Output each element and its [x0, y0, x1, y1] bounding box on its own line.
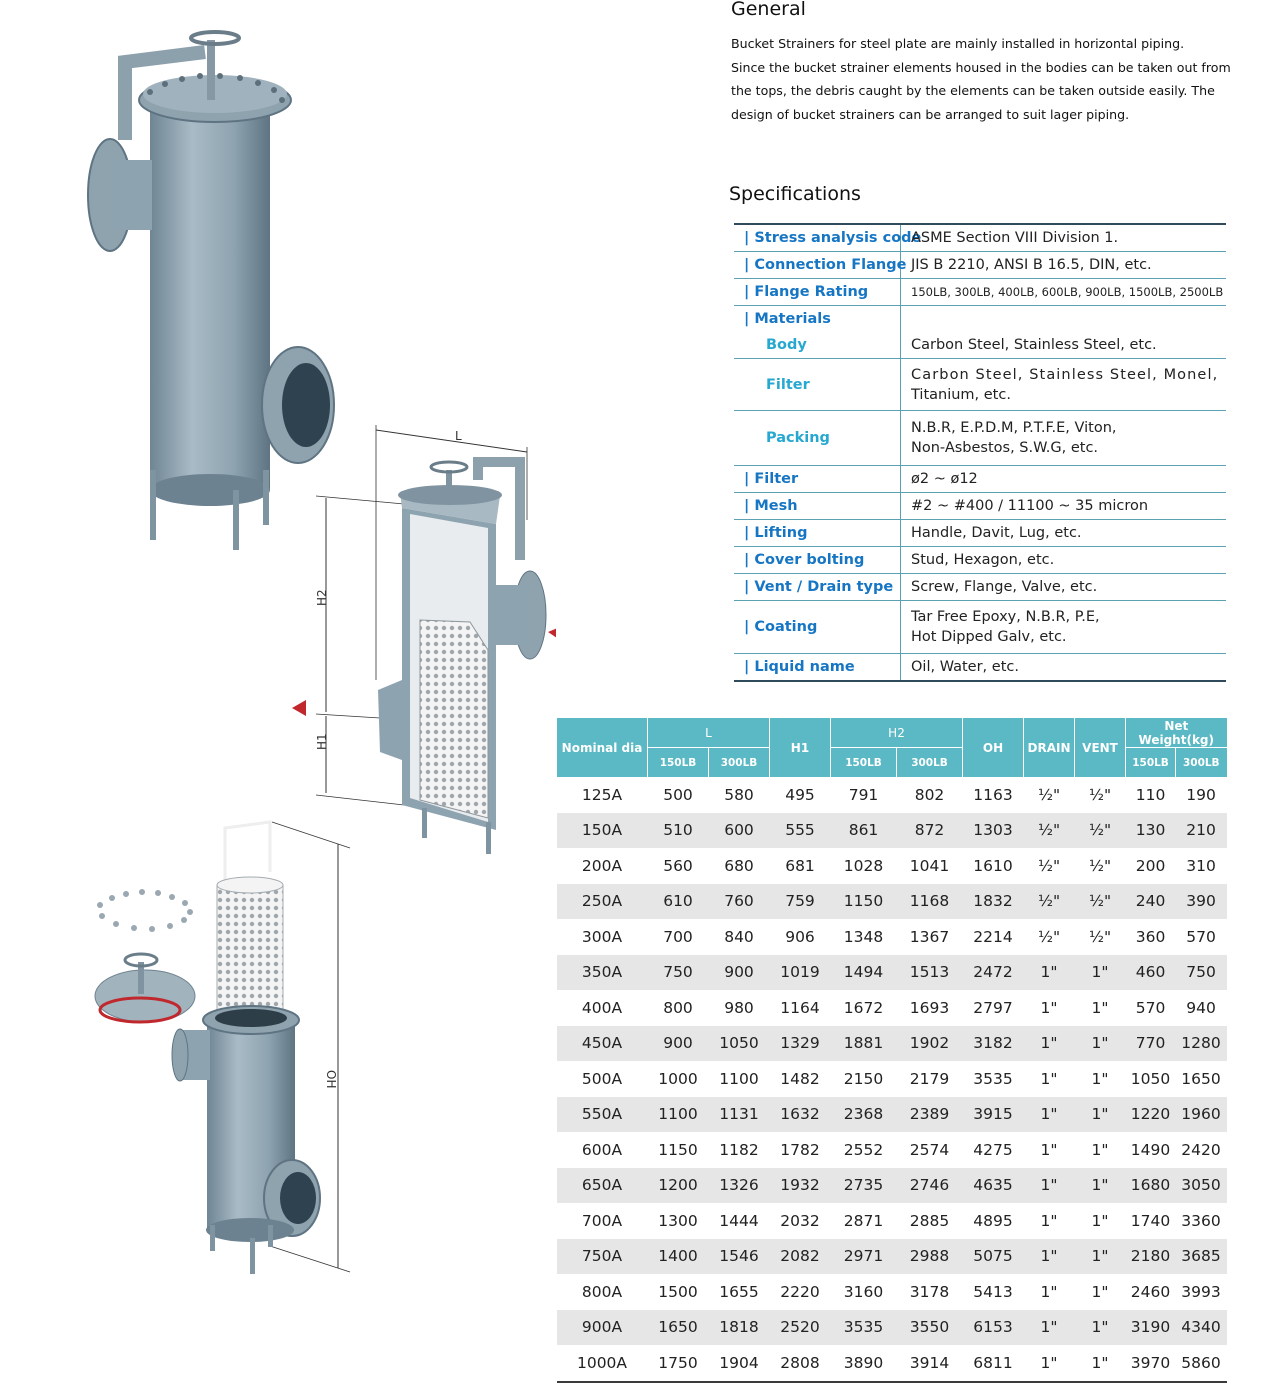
table-cell: 3535: [973, 1069, 1013, 1088]
table-cell: 1150: [658, 1140, 698, 1159]
table-cell: 1131: [709, 1097, 770, 1133]
table-cell: 2220: [780, 1282, 820, 1301]
table-cell: 1": [1075, 1168, 1126, 1204]
spec-key: | Mesh: [734, 493, 901, 519]
strainer-exploded-view: [95, 822, 350, 1274]
table-cell: 1": [1024, 955, 1075, 991]
spec-value: Stud, Hexagon, etc.: [911, 552, 1055, 568]
spec-row: [734, 279, 1226, 306]
table-cell: 1028: [843, 856, 884, 875]
table-cell: 1": [1075, 1239, 1126, 1275]
table-cell: 980: [724, 998, 754, 1017]
table-cell: 2179: [909, 1069, 950, 1088]
table-cell: 906: [785, 927, 815, 946]
table-cell: 1000: [658, 1069, 698, 1088]
table-cell: 1": [1091, 998, 1109, 1017]
table-cell: 500: [663, 785, 693, 804]
table-cell: 2368: [831, 1097, 897, 1133]
table-cell: 1": [1091, 1282, 1109, 1301]
header-OH: OH: [963, 718, 1024, 777]
table-cell: 4895: [973, 1211, 1013, 1230]
table-cell: 1610: [973, 856, 1013, 875]
table-row: [557, 1097, 1227, 1133]
table-cell: ½": [1088, 856, 1112, 875]
table-cell: 1881: [831, 1026, 897, 1062]
table-cell: 2552: [843, 1140, 884, 1159]
table-cell: 1041: [909, 856, 950, 875]
table-cell: 1444: [719, 1211, 759, 1230]
table-row: [557, 1132, 1227, 1168]
table-cell: 700A: [581, 1211, 623, 1230]
table-row: [557, 1239, 1227, 1275]
spec-key: Body: [734, 332, 901, 358]
table-cell: 1164: [780, 998, 820, 1017]
general-line: Since the bucket strainer elements housed in the bodies can be taken out from: [731, 59, 1231, 75]
spec-row: [734, 574, 1226, 601]
table-cell: 2460: [1130, 1282, 1171, 1301]
table-cell: 2082: [770, 1239, 831, 1275]
table-cell: 760: [709, 884, 770, 920]
header-net-weight: Net Weight(kg): [1126, 718, 1227, 748]
strainer-illustrations: [0, 0, 556, 1387]
table-cell: 650A: [557, 1168, 648, 1204]
table-cell: 570: [1186, 927, 1216, 946]
table-cell: 1": [1040, 1211, 1058, 1230]
table-cell: 1650: [648, 1310, 709, 1346]
table-cell: 1": [1075, 1345, 1126, 1382]
specifications-table: [734, 223, 1226, 682]
table-row: [557, 1310, 1227, 1346]
header-H2: H2: [831, 718, 963, 748]
table-cell: 1019: [770, 955, 831, 991]
table-cell: 770: [1126, 1026, 1176, 1062]
table-cell: 1680: [1126, 1168, 1176, 1204]
table-cell: 1782: [780, 1140, 820, 1159]
table-cell: 1960: [1176, 1097, 1227, 1133]
table-cell: 3178: [909, 1282, 950, 1301]
table-cell: 1482: [780, 1069, 820, 1088]
header-weight-300lb: 300LB: [1176, 748, 1227, 778]
header-L-300lb: 300LB: [709, 748, 770, 778]
spec-value-line: Non-Asbestos, S.W.G, etc.: [911, 440, 1099, 456]
table-cell: 1182: [719, 1140, 759, 1159]
spec-row: [734, 332, 1226, 359]
table-cell: 4635: [963, 1168, 1024, 1204]
table-cell: 610: [648, 884, 709, 920]
table-cell: 1818: [709, 1310, 770, 1346]
table-cell: 1546: [709, 1239, 770, 1275]
table-cell: 750: [648, 955, 709, 991]
table-cell: 3685: [1176, 1239, 1227, 1275]
table-cell: 1902: [897, 1026, 963, 1062]
table-row: [557, 955, 1227, 991]
table-cell: 1494: [831, 955, 897, 991]
table-cell: 210: [1176, 813, 1227, 849]
spec-value-line: N.B.R, E.P.D.M, P.T.F.E, Viton,: [911, 420, 1117, 436]
spec-value: [901, 306, 1226, 332]
table-cell: 2885: [909, 1211, 950, 1230]
table-cell: 2420: [1181, 1140, 1221, 1159]
dimensions-table: [556, 718, 1227, 1383]
table-cell: 2797: [973, 998, 1013, 1017]
spec-value: Screw, Flange, Valve, etc.: [911, 579, 1098, 595]
table-cell: 1200: [648, 1168, 709, 1204]
table-cell: 390: [1176, 884, 1227, 920]
table-cell: 1904: [709, 1345, 770, 1382]
table-cell: 2574: [909, 1140, 950, 1159]
table-cell: 6153: [963, 1310, 1024, 1346]
table-cell: 1050: [1130, 1069, 1171, 1088]
spec-key: | Lifting: [734, 520, 901, 546]
table-cell: 1": [1075, 1026, 1126, 1062]
general-title: General: [731, 0, 806, 20]
table-cell: 1100: [719, 1069, 759, 1088]
table-cell: 840: [724, 927, 754, 946]
spec-value: [901, 601, 1226, 653]
table-cell: 900: [709, 955, 770, 991]
table-cell: 190: [1186, 785, 1216, 804]
table-cell: 1": [1024, 1026, 1075, 1062]
table-cell: 1672: [843, 998, 884, 1017]
table-cell: 500A: [581, 1069, 623, 1088]
table-cell: 2389: [897, 1097, 963, 1133]
header-L-150lb: 150LB: [648, 748, 709, 778]
table-cell: 1750: [648, 1345, 709, 1382]
spec-row: [734, 654, 1226, 680]
header-drain: DRAIN: [1024, 718, 1075, 777]
table-cell: 802: [914, 785, 945, 804]
table-cell: 940: [1186, 998, 1216, 1017]
table-cell: 6811: [963, 1345, 1024, 1382]
spec-key: | Stress analysis code: [734, 225, 901, 251]
table-cell: 1": [1075, 955, 1126, 991]
table-cell: 1348: [843, 927, 884, 946]
table-cell: 3915: [963, 1097, 1024, 1133]
spec-key: | Coating: [734, 601, 901, 653]
spec-key: | Filter: [734, 466, 901, 492]
spec-row: [734, 493, 1226, 520]
table-row: [557, 777, 1227, 813]
table-cell: 200: [1135, 856, 1166, 875]
spec-key: | Connection Flange: [734, 252, 901, 278]
table-cell: 495: [785, 785, 815, 804]
table-cell: 680: [724, 856, 754, 875]
table-cell: 570: [1135, 998, 1166, 1017]
table-cell: 200A: [581, 856, 623, 875]
table-cell: 1632: [770, 1097, 831, 1133]
table-cell: 1650: [1181, 1069, 1221, 1088]
table-cell: 2214: [973, 927, 1013, 946]
table-cell: 3993: [1181, 1282, 1221, 1301]
spec-key: | Liquid name: [734, 654, 901, 680]
table-cell: ½": [1037, 785, 1061, 804]
spec-value: [901, 359, 1226, 410]
table-cell: 700: [663, 927, 693, 946]
dimensions-table-body: [557, 777, 1227, 1382]
spec-row: [734, 520, 1226, 547]
table-cell: 1220: [1126, 1097, 1176, 1133]
table-cell: 1280: [1176, 1026, 1227, 1062]
general-line: Bucket Strainers for steel plate are mainly installed in horizontal piping.: [731, 36, 1185, 51]
table-cell: 2150: [843, 1069, 884, 1088]
table-cell: 900: [648, 1026, 709, 1062]
table-cell: 1": [1024, 1239, 1075, 1275]
table-cell: 759: [770, 884, 831, 920]
table-cell: 900A: [557, 1310, 648, 1346]
spec-row: [734, 359, 1226, 411]
specifications-title: Specifications: [729, 183, 861, 205]
table-cell: 3182: [963, 1026, 1024, 1062]
table-row: [557, 848, 1227, 884]
general-line: design of bucket strainers can be arranged to suit lager piping.: [731, 106, 1130, 122]
strainer-exterior-view: [88, 32, 334, 550]
spec-value-line: Titanium, etc.: [911, 386, 1011, 403]
table-cell: 1329: [770, 1026, 831, 1062]
table-cell: 600: [709, 813, 770, 849]
table-cell: 510: [648, 813, 709, 849]
spec-value: [901, 411, 1226, 465]
table-row: [557, 1026, 1227, 1062]
table-cell: ½": [1075, 813, 1126, 849]
table-cell: ½": [1037, 927, 1061, 946]
table-row: [557, 884, 1227, 920]
table-cell: 1932: [770, 1168, 831, 1204]
spec-value: ø2 ~ ø12: [911, 471, 978, 487]
spec-key: | Materials: [734, 306, 901, 332]
spec-row: [734, 547, 1226, 574]
table-cell: 750: [1176, 955, 1227, 991]
general-line: the tops, the debris caught by the elements can be taken outside easily. The: [731, 83, 1215, 98]
table-cell: 2032: [780, 1211, 820, 1230]
table-cell: 1163: [973, 785, 1013, 804]
table-cell: 240: [1126, 884, 1176, 920]
spec-value: ASME Section VIII Division 1.: [911, 230, 1119, 246]
header-weight-150lb: 150LB: [1126, 748, 1176, 778]
table-cell: 1": [1024, 1345, 1075, 1382]
table-cell: 3890: [831, 1345, 897, 1382]
spec-value: #2 ~ #400 / 11100 ~ 35 micron: [911, 498, 1149, 514]
header-H1: H1: [770, 718, 831, 777]
table-cell: 861: [831, 813, 897, 849]
table-cell: 1693: [909, 998, 950, 1017]
table-cell: 1500: [658, 1282, 698, 1301]
table-cell: 2472: [963, 955, 1024, 991]
table-cell: 1": [1075, 1310, 1126, 1346]
spec-key: | Vent / Drain type: [734, 574, 901, 600]
table-cell: ½": [1088, 927, 1112, 946]
spec-key: | Flange Rating: [734, 279, 901, 305]
table-cell: 1": [1091, 1211, 1109, 1230]
table-cell: 4340: [1176, 1310, 1227, 1346]
table-cell: 2520: [770, 1310, 831, 1346]
table-row: [557, 1061, 1227, 1097]
spec-row: [734, 466, 1226, 493]
table-cell: 872: [897, 813, 963, 849]
spec-row: [734, 306, 1226, 332]
dim-H2-label: H2: [315, 589, 329, 606]
table-cell: ½": [1024, 884, 1075, 920]
table-cell: 1303: [963, 813, 1024, 849]
table-cell: 2808: [770, 1345, 831, 1382]
table-cell: 800: [663, 998, 693, 1017]
table-cell: 350A: [557, 955, 648, 991]
table-cell: 400A: [581, 998, 623, 1017]
table-cell: 450A: [557, 1026, 648, 1062]
outlet-arrow-icon: [292, 700, 306, 716]
table-cell: 1832: [963, 884, 1024, 920]
spec-row: [734, 601, 1226, 654]
table-cell: 1100: [648, 1097, 709, 1133]
table-cell: 2971: [831, 1239, 897, 1275]
header-nominal-dia: Nominal dia: [557, 718, 648, 777]
table-cell: 1": [1091, 1069, 1109, 1088]
table-cell: 1740: [1130, 1211, 1171, 1230]
table-cell: 110: [1135, 785, 1166, 804]
table-row: [557, 1345, 1227, 1382]
table-row: [557, 919, 1227, 955]
table-cell: 580: [724, 785, 754, 804]
table-cell: 2746: [897, 1168, 963, 1204]
spec-value-line: Hot Dipped Galv, etc.: [911, 629, 1067, 645]
table-cell: 1": [1040, 1140, 1058, 1159]
table-cell: 2871: [843, 1211, 884, 1230]
table-cell: 3535: [831, 1310, 897, 1346]
general-description: [731, 32, 1231, 126]
table-row: [557, 1203, 1227, 1239]
spec-value: JIS B 2210, ANSI B 16.5, DIN, etc.: [911, 257, 1152, 273]
spec-value-line: Tar Free Epoxy, N.B.R, P.E,: [911, 609, 1100, 625]
dim-H1-label: H1: [315, 733, 329, 750]
dim-OH-label: OH: [324, 1070, 338, 1089]
table-cell: 130: [1126, 813, 1176, 849]
table-row: [557, 1168, 1227, 1204]
table-cell: 1655: [719, 1282, 759, 1301]
spec-row: [734, 252, 1226, 279]
table-cell: 250A: [557, 884, 648, 920]
table-cell: 1": [1024, 1168, 1075, 1204]
table-cell: 1400: [648, 1239, 709, 1275]
table-cell: 1000A: [557, 1345, 648, 1382]
table-cell: ½": [1037, 856, 1061, 875]
table-cell: ½": [1075, 884, 1126, 920]
spec-key: Packing: [734, 411, 901, 465]
strainer-cutaway-view: [292, 425, 556, 854]
spec-value: Oil, Water, etc.: [911, 659, 1019, 675]
table-cell: 3050: [1176, 1168, 1227, 1204]
table-cell: 550A: [557, 1097, 648, 1133]
table-cell: 1": [1091, 1140, 1109, 1159]
table-cell: 555: [770, 813, 831, 849]
table-cell: 3914: [897, 1345, 963, 1382]
table-cell: 1": [1040, 1282, 1058, 1301]
table-cell: 750A: [557, 1239, 648, 1275]
table-cell: 1490: [1130, 1140, 1171, 1159]
spec-key: Filter: [734, 359, 901, 410]
table-cell: 1367: [909, 927, 950, 946]
dim-L-label: L: [455, 429, 462, 443]
table-cell: 5075: [963, 1239, 1024, 1275]
table-cell: 1150: [831, 884, 897, 920]
table-cell: 1168: [897, 884, 963, 920]
spec-value-line: Carbon Steel, Stainless Steel, Monel,: [911, 366, 1219, 383]
table-row: [557, 990, 1227, 1026]
table-cell: 3970: [1126, 1345, 1176, 1382]
table-cell: 1326: [709, 1168, 770, 1204]
table-cell: 1": [1040, 1069, 1058, 1088]
header-L: L: [648, 718, 770, 748]
table-cell: 1": [1024, 1310, 1075, 1346]
table-cell: 560: [663, 856, 693, 875]
table-cell: ½": [1024, 813, 1075, 849]
table-cell: 300A: [581, 927, 623, 946]
header-H2-300lb: 300LB: [897, 748, 963, 778]
table-cell: 681: [785, 856, 815, 875]
spec-row: [734, 225, 1226, 252]
table-cell: 360: [1135, 927, 1166, 946]
table-row: [557, 813, 1227, 849]
table-cell: 4275: [973, 1140, 1013, 1159]
inlet-arrow-icon: [548, 626, 556, 640]
spec-row: [734, 411, 1226, 466]
table-cell: 5413: [973, 1282, 1013, 1301]
table-cell: 2988: [897, 1239, 963, 1275]
table-cell: 1050: [709, 1026, 770, 1062]
table-cell: 791: [848, 785, 879, 804]
table-cell: 3550: [897, 1310, 963, 1346]
table-cell: 150A: [557, 813, 648, 849]
header-vent: VENT: [1075, 718, 1126, 777]
spec-value: Handle, Davit, Lug, etc.: [911, 525, 1082, 541]
table-cell: 3160: [843, 1282, 884, 1301]
table-cell: 1": [1024, 1097, 1075, 1133]
table-cell: 310: [1186, 856, 1216, 875]
table-cell: 600A: [581, 1140, 623, 1159]
table-cell: 1": [1040, 998, 1058, 1017]
table-cell: 5860: [1176, 1345, 1227, 1382]
table-cell: 2735: [831, 1168, 897, 1204]
table-cell: ½": [1088, 785, 1112, 804]
spec-value: 150LB, 300LB, 400LB, 600LB, 900LB, 1500LB, 2500LB: [911, 285, 1224, 299]
table-cell: 1": [1075, 1097, 1126, 1133]
table-cell: 1513: [897, 955, 963, 991]
table-cell: 2180: [1126, 1239, 1176, 1275]
header-H2-150lb: 150LB: [831, 748, 897, 778]
table-cell: 125A: [581, 785, 623, 804]
table-cell: 800A: [581, 1282, 623, 1301]
table-row: [557, 1274, 1227, 1310]
spec-key: | Cover bolting: [734, 547, 901, 573]
spec-value: Carbon Steel, Stainless Steel, etc.: [911, 337, 1157, 353]
table-cell: 460: [1126, 955, 1176, 991]
table-cell: 3190: [1126, 1310, 1176, 1346]
table-cell: 1300: [658, 1211, 698, 1230]
table-cell: 3360: [1181, 1211, 1221, 1230]
